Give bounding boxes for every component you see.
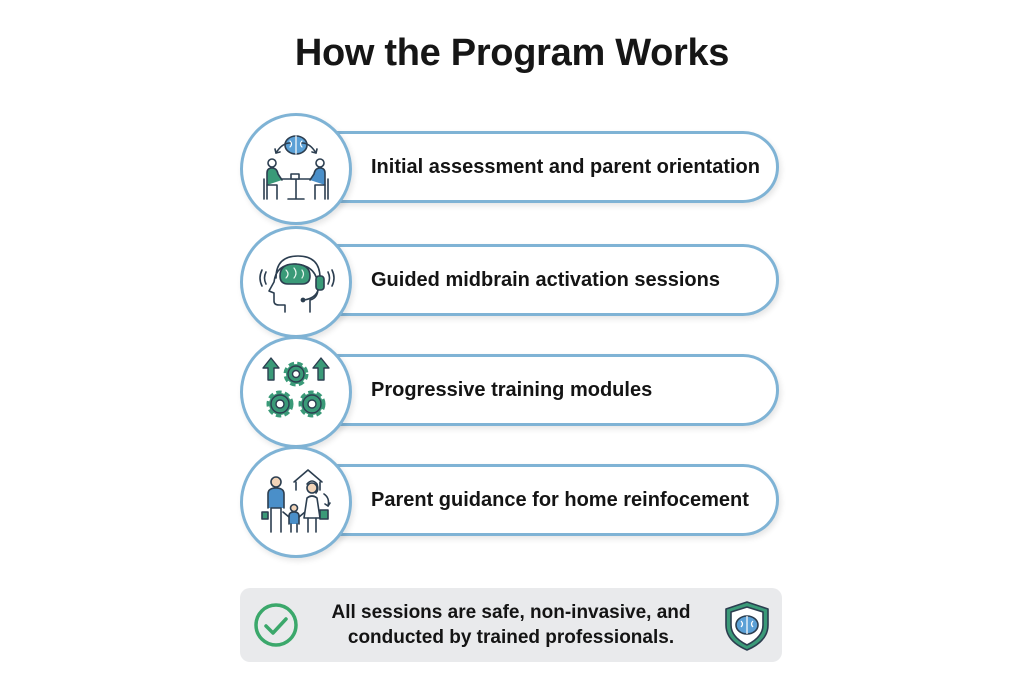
- step-parent-guidance: [240, 446, 785, 558]
- step-icon-circle: [240, 226, 352, 338]
- step-pill: [298, 131, 779, 203]
- consultation-icon: [254, 127, 338, 211]
- step-label: Progressive training modules: [371, 378, 653, 401]
- safety-note-text: [310, 588, 712, 662]
- step-icon-circle: [240, 446, 352, 558]
- step-icon-circle: [240, 113, 352, 225]
- shield-brain-icon: [722, 599, 772, 653]
- headset-brain-icon: [254, 240, 338, 324]
- page-title: How the Program Works: [294, 32, 730, 74]
- step-training-modules: [240, 336, 785, 448]
- step-initial-assessment: [240, 113, 785, 225]
- step-pill: [298, 244, 779, 316]
- safety-note-line-1: All sessions are safe, non-invasive, and: [331, 602, 691, 623]
- safety-note-line-2: conducted by trained professionals.: [347, 627, 675, 648]
- step-pill: [298, 354, 779, 426]
- step-icon-circle: [240, 336, 352, 448]
- gears-progress-icon: [254, 350, 338, 434]
- safety-note: [240, 588, 782, 662]
- step-label: Guided midbrain activation sessions: [371, 268, 720, 291]
- step-label: Parent guidance for home reinfocement: [371, 488, 749, 511]
- step-guided-sessions: [240, 226, 785, 338]
- step-pill: [298, 464, 779, 536]
- check-circle-icon: [252, 601, 300, 649]
- step-label: Initial assessment and parent orientation: [371, 155, 760, 178]
- family-home-icon: [254, 460, 338, 544]
